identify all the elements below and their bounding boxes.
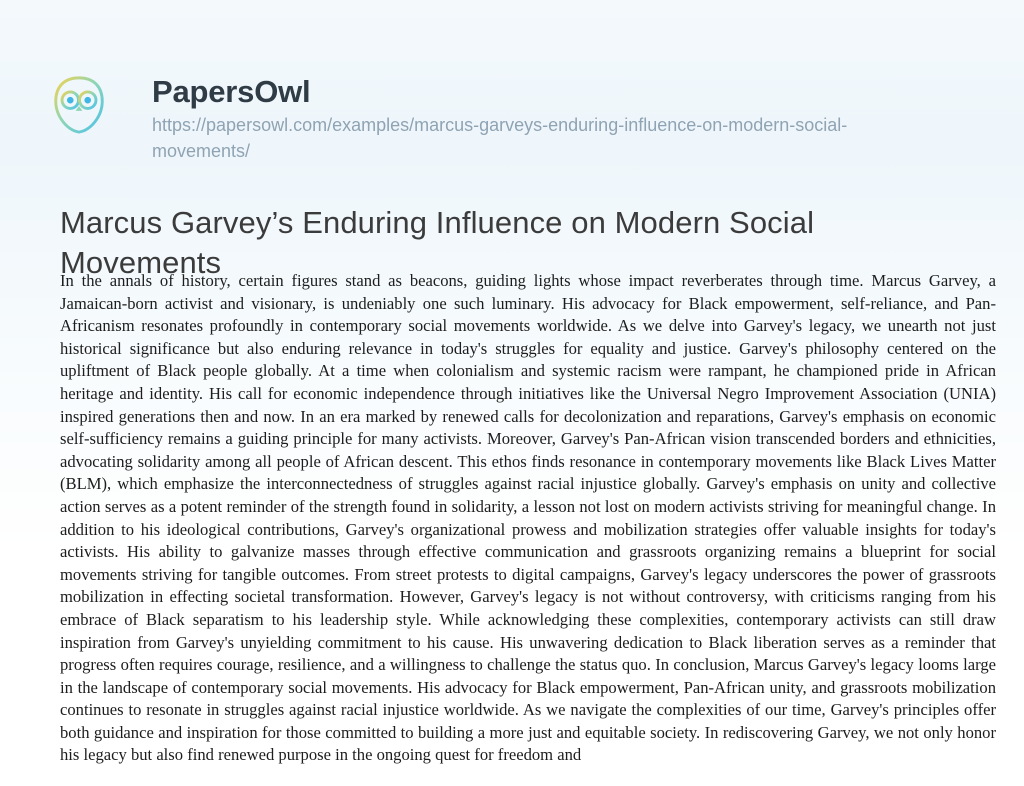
brand-title: PapersOwl [152, 74, 311, 109]
owl-logo-icon [48, 74, 114, 140]
source-url: https://papersowl.com/examples/marcus-garveys-enduring-influence-on-modern-social-movements/ [152, 115, 848, 161]
document-sheet [16, 14, 1008, 772]
page-title: Marcus Garvey’s Enduring Influence on Modern Social Movements [60, 204, 815, 280]
article-body [60, 270, 996, 767]
article-paragraph: In the annals of history, certain figures stand as beacons, guiding lights whose impact reverberates through time. Marcus Garvey, a Jamaican-born activist and visionary, is undeniably one such luminary. His advocacy for Black empowerment, self-reliance, and Pan-Africanism resonates profoundly in contemporary social movements worldwide. As we delve into Garvey's legacy, we unearth not just historical significance but also enduring relevance in today's struggles for equality and justice. Garvey's philosophy centered on the upliftment of Black people globally. At a time when colonialism and systemic racism were rampant, he championed pride in African heritage and identity. His call for economic independence through initiatives like the Universal Negro Improvement Association (UNIA) inspired generations then and now. In an era marked by renewed calls for decolonization and reparations, Garvey's emphasis on economic self-sufficiency remains a guiding principle for many activists. Moreover, Garvey's Pan-African vision transcended borders and ethnicities, advocating solidarity among all people of African descent. This ethos finds resonance in contemporary movements like Black Lives Matter (BLM), which emphasize the interconnectedness of struggles against racial injustice globally. Garvey's emphasis on unity and collective action serves as a potent reminder of the strength found in solidarity, a lesson not lost on modern activists striving for meaningful change. In addition to his ideological contributions, Garvey's organizational prowess and mobilization strategies offer valuable insights for today's activists. His ability to galvanize masses through effective communication and grassroots organizing remains a blueprint for social movements striving for tangible outcomes. From street protests to digital campaigns, Garvey's legacy underscores the power of grassroots mobilization in effecting societal transformation. However, Garvey's legacy is not without controversy, with criticisms ranging from his embrace of Black separatism to his leadership style. While acknowledging these complexities, contemporary activists can still draw inspiration from Garvey's unyielding commitment to his cause. His unwavering dedication to Black liberation serves as a reminder that progress often requires courage, resilience, and a willingness to challenge the status quo. In conclusion, Marcus Garvey's legacy looms large in the landscape of contemporary social movements. His advocacy for Black empowerment, Pan-African unity, and grassroots mobilization continues to resonate in struggles against racial injustice worldwide. As we navigate the complexities of our time, Garvey's principles offer both guidance and inspiration for those committed to building a more just and equitable society. In rediscovering Garvey, we not only honor his legacy but also find renewed purpose in the ongoing quest for freedom and [60, 271, 996, 765]
site-header [48, 60, 968, 160]
